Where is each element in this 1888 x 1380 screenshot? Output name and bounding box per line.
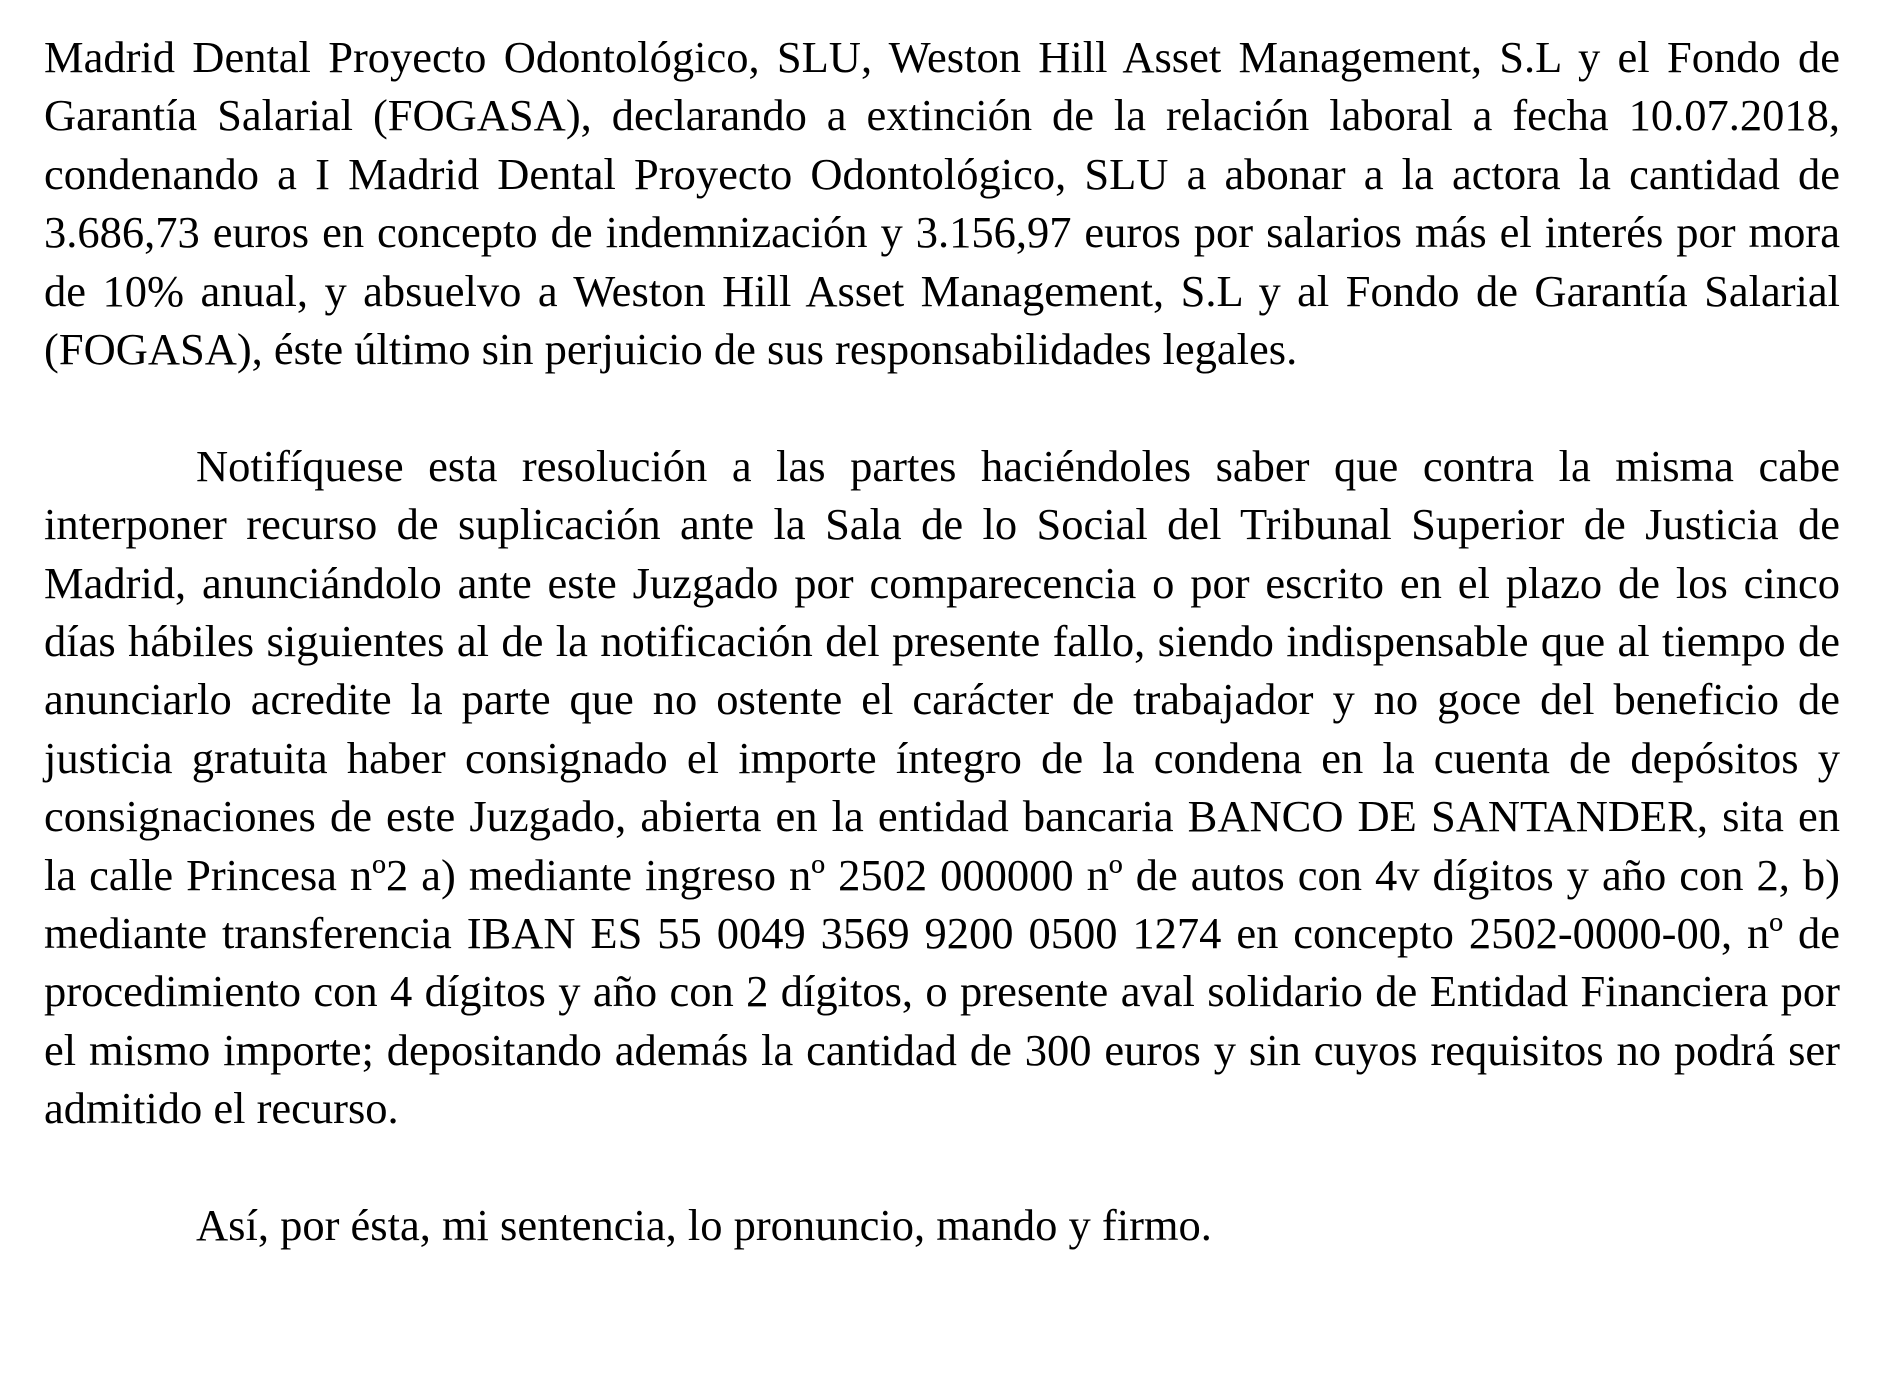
ruling-paragraph: Madrid Dental Proyecto Odontológico, SLU, Weston Hill Asset Management, S.L y el Fondo de Garantía Salarial (FOGASA), declarando a extinción de la relación laboral a fecha 10.07.2018, condenando a I Madrid Dental Proyecto Odontológico, SLU a abonar a la actora la cantidad de 3.686,73 euros en concepto de indemnización y 3.156,97 euros por salarios más el interés por mora de 10% anual, y absuelvo a Weston Hill Asset Management, S.L y al Fondo de Garantía Salarial (FOGASA), éste último sin perjuicio de sus responsabilidades legales. (44, 32, 1840, 375)
closing-paragraph: Así, por ésta, mi sentencia, lo pronuncio, mando y firmo. (196, 1200, 1212, 1251)
notification-paragraph: Notifíquese esta resolución a las partes haciéndoles saber que contra la misma cabe interponer recurso de suplicación ante la Sala de lo Social del Tribunal Superior de Justicia de Madrid, anunciándolo ante este Juzgado por comparecencia o por escrito en el plazo de los cinco días hábiles siguientes al de la notificación del presente fallo, siendo indispensable que al tiempo de anunciarlo acredite la parte que no ostente el carácter de trabajador y no goce del beneficio de justicia gratuita haber consignado el importe íntegro de la condena en la cuenta de depósitos y consignaciones de este Juzgado, abierta en la entidad bancaria BANCO DE SANTANDER, sita en la calle Princesa nº2 a) mediante ingreso nº 2502 000000 nº de autos con 4v dígitos y año con 2, b) mediante transferencia IBAN ES 55 0049 3569 9200 0500 1274 en concepto 2502-0000-00, nº de procedimiento con 4 dígitos y año con 2 dígitos, o presente aval solidario de Entidad Financiera por el mismo importe; depositando además la cantidad de 300 euros y sin cuyos requisitos no podrá ser admitido el recurso. (44, 440, 1840, 1134)
document-body (44, 28, 1840, 1255)
paragraph-spacer (44, 1138, 1840, 1196)
paragraph-spacer (44, 378, 1840, 436)
